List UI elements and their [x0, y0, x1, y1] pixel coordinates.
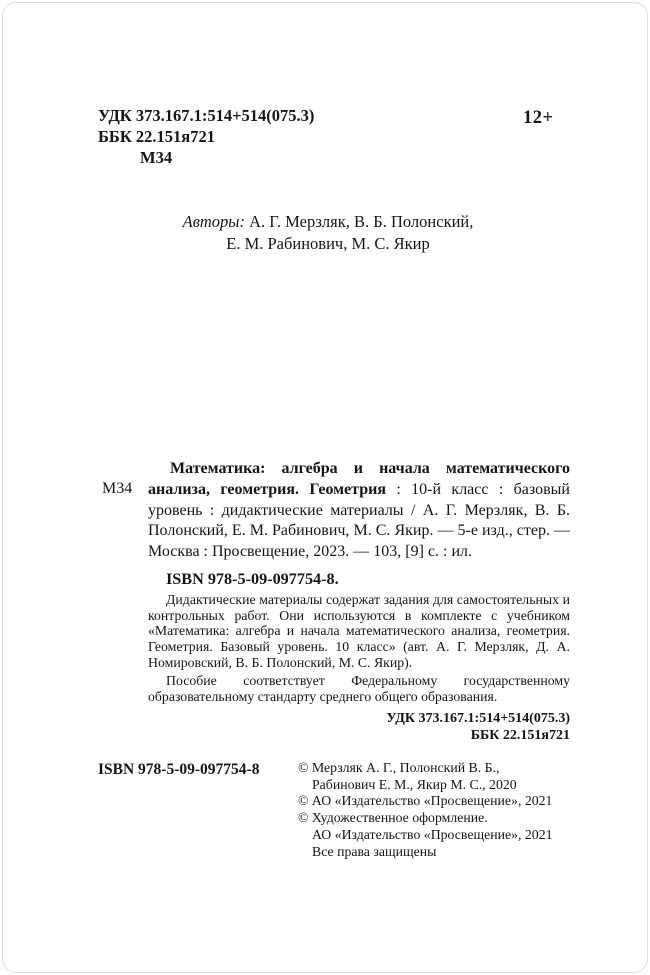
- margin-book-code: М34: [102, 480, 133, 497]
- copyright-block: [298, 760, 553, 860]
- authors-line-1: [3, 211, 648, 233]
- annotation-paragraph-1: Дидактические материалы содержат задания для самостоятельных и контрольных работ. Они используются в комплекте с учебником «Математика: алгебра и начала математического анализа, геометрия. Геометрия. Базовый уровень. 10 класс» (авт. А. Г. Мерзляк, Д. А. Номировский, В. Б. Полонский, М. С. Якир).: [148, 591, 570, 670]
- copyright-line: © Мерзляк А. Г., Полонский В. Б.,: [298, 760, 500, 775]
- bibliographic-entry: [148, 459, 570, 744]
- copyright-line: © АО «Издательство «Просвещение», 2021: [298, 793, 553, 809]
- isbn-line: ISBN 978-5-09-097754-8.: [166, 569, 339, 588]
- copyright-line: Все права защищены: [312, 843, 437, 859]
- bbk-code: ББК 22.151я721: [98, 127, 215, 146]
- authors-block: [3, 211, 648, 255]
- copyright-line: Рабинович Е. М., Якир М. С., 2020: [312, 776, 517, 792]
- age-rating-badge: 12+: [523, 108, 554, 128]
- book-title: Математика: алгебра и начала математического анализа, геометрия. Геометрия: [148, 460, 570, 498]
- copyright-line: АО «Издательство «Просвещение», 2021: [312, 826, 553, 842]
- udk-code: УДК 373.167.1:514+514(075.3): [98, 106, 315, 125]
- top-classification-block: [98, 105, 314, 168]
- book-code: М34: [140, 148, 173, 167]
- footer-isbn: ISBN 978-5-09-097754-8: [98, 761, 260, 778]
- bibliographic-description: [148, 459, 570, 563]
- udk-code-right: УДК 373.167.1:514+514(075.3): [386, 711, 570, 727]
- book-title-details: : 10-й класс : базовый уровень : дидактические материалы / А. Г. Мерзляк, В. Б. Полонский, Е. М. Рабинович, М. С. Якир. — 5-е изд., стер. — Москва : Просвещение, 2023. — 103, [9] с. : ил.: [148, 480, 570, 561]
- authors-line-2: Е. М. Рабинович, М. С. Якир: [226, 234, 430, 253]
- authors-names-1: А. Г. Мерзляк, В. Б. Полонский,: [249, 212, 474, 231]
- authors-label: Авторы:: [182, 212, 245, 231]
- annotation-paragraph-2: Пособие соответствует Федеральному государственному образовательному стандарту среднего общего образования.: [148, 672, 570, 704]
- classification-block-right: [148, 711, 570, 744]
- book-imprint-page: [2, 2, 648, 973]
- bbk-code-right: ББК 22.151я721: [470, 727, 570, 743]
- copyright-line: © Художественное оформление.: [298, 810, 488, 826]
